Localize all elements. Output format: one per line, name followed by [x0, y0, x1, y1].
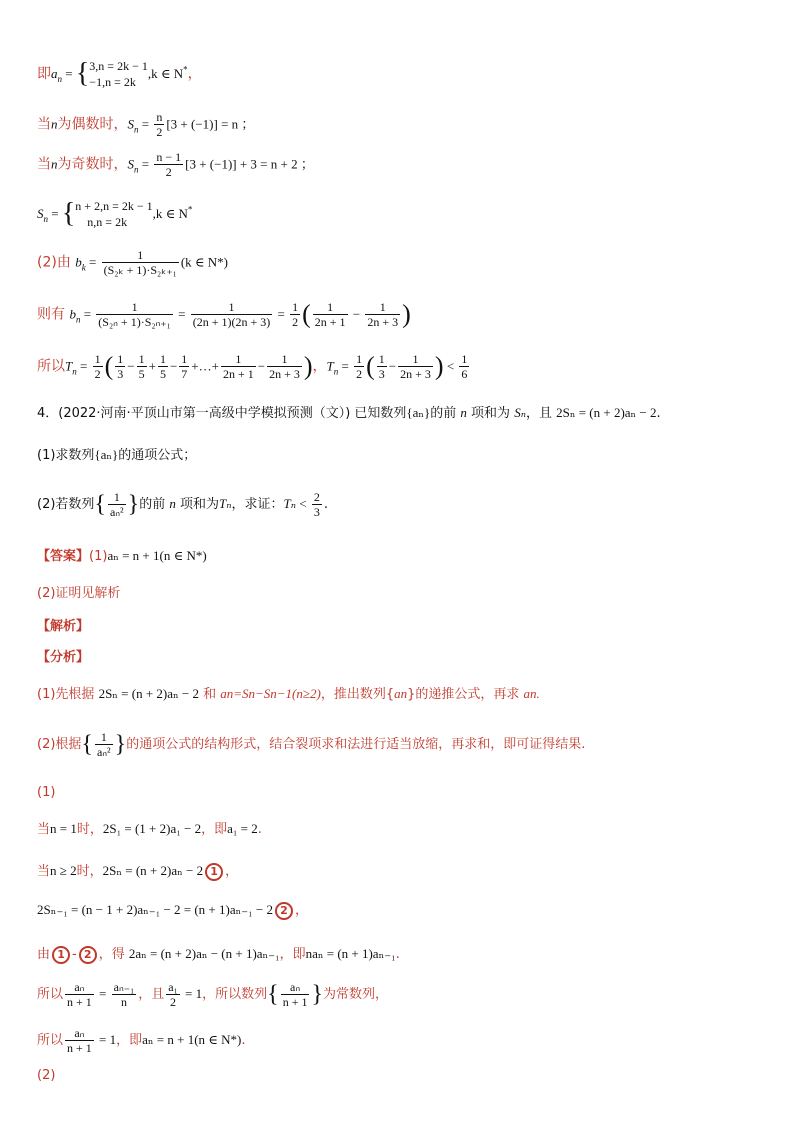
line-an-piecewise: 即$a_n$ = { 3,n = 2k − 1 −1,n = 2k ,k ∈ N*， [37, 58, 202, 89]
answer-line: 【答案】(1)aₙ = n + 1(n ∈ N*) [37, 548, 207, 564]
question-4-part-1: (1)求数列{aₙ}的通项公式； [37, 447, 197, 463]
fenxi-label: 【分析】 [37, 650, 90, 665]
fraction: $\frac{1}{5}$ [138, 352, 145, 381]
line-even-case: 当n为偶数时，$S_n$ = $\frac{n}{2}$ [3 + (−1)] = n ； [37, 110, 255, 139]
fraction: $\frac{1}{2}$ [356, 352, 363, 381]
analysis-1: (1)先根据 2Sₙ = (n + 2)aₙ − 2 和 an=Sn−Sn−1(n≥2)，推出数列{an}的递推公式，再求 an. [37, 686, 540, 702]
cases: n + 2,n = 2k − 1 n,n = 2k [75, 199, 153, 229]
part-1-label: (1) [37, 785, 56, 800]
fraction: $\frac{1}{2n + 3}$ [269, 352, 300, 381]
fraction: $\frac{\text{aₙ₋₁}}{n}$ [113, 980, 135, 1009]
line-tn-sum: 所以$T_n$ = $\frac{1}{2}$ ( $\frac{1}{3}$ − $\frac{1}{5}$ + $\frac{1}{5}$ − $\frac{1}{7}$ +…+ $\frac{1}{2n + 1}$ − $\frac{1}{2n + 3}$ )，$T_n$ = $\frac{1}{2}$ ( $\frac{1}{3}$ − $\frac{1}{2n + 3}$ ) < $\frac{1}{6}$ [37, 351, 468, 381]
fraction: $\frac{1}{2}$ [292, 300, 299, 329]
fraction: $\frac{\text{aₙ}}{n + 1}$ [67, 980, 92, 1009]
fraction: $\frac{1}{3}$ [378, 352, 385, 381]
fraction: $\frac{1}{6}$ [461, 352, 468, 381]
fraction: $\frac{\text{aₙ}}{n + 1}$ [67, 1026, 92, 1055]
fraction: $\frac{1}{2n + 1}$ [314, 300, 346, 329]
step-3: 2Sₙ₋₁ = (n − 1 + 2)aₙ₋₁ − 2 = (n + 1)aₙ₋₁ − 2 2 ， [37, 902, 308, 918]
step-1: 当n = 1时，2S₁ = (1 + 2)a₁ − 2，即a₁ = 2. [37, 821, 262, 837]
cases: 3,n = 2k − 1 −1,n = 2k [89, 59, 148, 89]
line-bn-split: 则有 $b_n$ = $\frac{1}{\text{(S₂ₙ + 1)·S₂ₙ₊₁}}$ = $\frac{1}{(2n + 1)(2n + 3)}$ = $\frac{1}{2}$ ( $\frac{1}{2n + 1}$ − $\frac{1}{2n + 3}$ ) [37, 299, 411, 329]
fraction: $\frac{1}{2n + 3}$ [367, 300, 399, 329]
step-6: 所以 $\frac{\text{aₙ}}{n + 1}$ = 1，即aₙ = n + 1(n ∈ N*). [37, 1026, 246, 1055]
fraction: $\frac{1}{\text{(S₂ₖ + 1)·S₂ₖ₊₁}}$ [103, 248, 177, 277]
fraction: $\frac{1}{2n + 1}$ [222, 352, 254, 381]
fraction: $\frac{1}{3}$ [117, 352, 124, 381]
circled-number-1: 1 [52, 946, 70, 964]
answer-line-2: (2)证明见解析 [37, 586, 121, 601]
fraction: $\frac{1}{5}$ [159, 352, 166, 381]
fraction: $\frac{2}{3}$ [313, 490, 320, 519]
jiexi-label: 【解析】 [37, 619, 90, 634]
analysis-2: (2)根据{ $\frac{1}{\text{aₙ²}}$ }的通项公式的结构形式，结合裂项求和法进行适当放缩，再求和，即可证得结果. [37, 730, 586, 759]
part-2-label: (2) [37, 1068, 56, 1083]
fraction: $\frac{\text{a₁}}{2}$ [168, 980, 178, 1009]
fraction: $\frac{1}{(2n + 1)(2n + 3)}$ [192, 300, 271, 329]
step-4: 由 1 - 2 ，得 2aₙ = (n + 2)aₙ − (n + 1)aₙ₋₁，即naₙ = (n + 1)aₙ₋₁. [37, 946, 400, 962]
line-odd-case: 当n为奇数时，$S_n$ = $\frac{n - 1}{2}$ [3 + (−1)] + 3 = n + 2 ； [37, 150, 314, 179]
fraction: $\frac{n}{2}$ [156, 110, 163, 139]
step-2: 当n ≥ 2时，2Sₙ = (n + 2)aₙ − 2 1 ， [37, 863, 239, 879]
step-5: 所以 $\frac{\text{aₙ}}{n + 1}$ = $\frac{\text{aₙ₋₁}}{n}$ ，且 $\frac{\text{a₁}}{2}$ = 1，所以数列{ $\frac{\text{aₙ}}{n + 1}$ }为常数列， [37, 980, 389, 1009]
question-4-part-2: (2)若数列{ $\frac{1}{\text{aₙ²}}$ }的前 n 项和为Tₙ，求证：Tₙ < $\frac{2}{3}$ . [37, 490, 328, 519]
line-sn-piecewise: $S_n$ = { n + 2,n = 2k − 1 n,n = 2k ,k ∈ N* [37, 198, 193, 229]
question-4: 4．(2022·河南·平顶山市第一高级中学模拟预测（文）) 已知数列{aₙ}的前 n 项和为 Sₙ，且 2Sₙ = (n + 2)aₙ − 2. [37, 405, 661, 421]
fraction: $\frac{1}{\text{aₙ²}}$ [96, 730, 111, 759]
fraction: $\frac{1}{2}$ [94, 352, 101, 381]
circled-number-2: 2 [79, 946, 97, 964]
fraction: $\frac{1}{\text{aₙ²}}$ [109, 490, 124, 519]
line-bk-def: (2)由 $b_k$ = $\frac{1}{\text{(S₂ₖ + 1)·S₂ₖ₊₁}}$ (k ∈ N*) [37, 248, 229, 277]
circled-number-2: 2 [275, 902, 293, 920]
fraction: $\frac{1}{7}$ [181, 352, 188, 381]
fraction: $\frac{\text{aₙ}}{n + 1}$ [282, 980, 308, 1009]
fraction: $\frac{n - 1}{2}$ [156, 150, 182, 179]
circled-number-1: 1 [205, 863, 223, 881]
fraction: $\frac{1}{\text{(S₂ₙ + 1)·S₂ₙ₊₁}}$ [98, 300, 171, 329]
fraction: $\frac{1}{2n + 3}$ [400, 352, 431, 381]
